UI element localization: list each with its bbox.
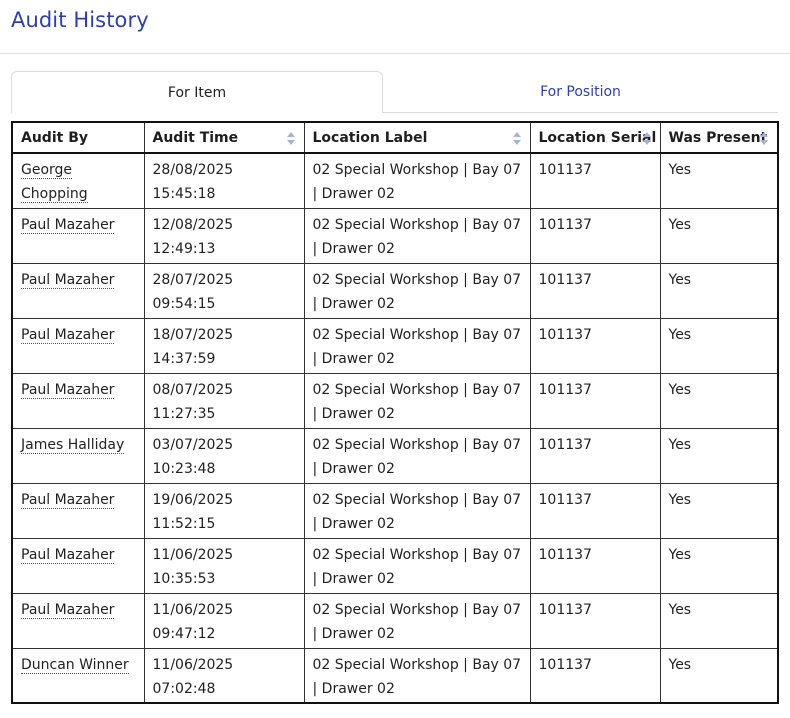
audit-history-table <box>11 121 779 704</box>
cell-location-serial: 101137 <box>530 318 660 373</box>
audit-by-link[interactable]: Paul Mazaher <box>21 381 115 398</box>
cell-location-label: 02 Special Workshop | Bay 07 | Drawer 02 <box>304 373 530 428</box>
column-header-label: Location Serial <box>538 129 657 146</box>
tab-bar <box>11 71 778 113</box>
table-row <box>12 153 778 208</box>
column-header-label: Audit Time <box>152 129 239 146</box>
cell-location-serial: 101137 <box>530 648 660 703</box>
column-header-audit-time[interactable] <box>144 122 304 153</box>
cell-was-present: Yes <box>660 318 778 373</box>
table-row <box>12 538 778 593</box>
cell-location-serial: 101137 <box>530 153 660 208</box>
cell-was-present: Yes <box>660 373 778 428</box>
column-header-label: Audit By <box>21 129 88 146</box>
cell-audit-by <box>12 153 144 208</box>
cell-location-serial: 101137 <box>530 208 660 263</box>
table-row <box>12 483 778 538</box>
cell-audit-by <box>12 428 144 483</box>
cell-was-present: Yes <box>660 263 778 318</box>
cell-audit-by <box>12 593 144 648</box>
audit-by-link[interactable]: Paul Mazaher <box>21 546 115 563</box>
cell-location-label: 02 Special Workshop | Bay 07 | Drawer 02 <box>304 318 530 373</box>
cell-audit-time: 11/06/2025 07:02:48 <box>144 648 304 703</box>
column-header-was-present[interactable] <box>660 122 778 153</box>
audit-by-link[interactable]: Paul Mazaher <box>21 491 115 508</box>
cell-location-serial: 101137 <box>530 373 660 428</box>
column-header-label: Was Present <box>668 129 768 146</box>
cell-location-label: 02 Special Workshop | Bay 07 | Drawer 02 <box>304 208 530 263</box>
cell-audit-by <box>12 263 144 318</box>
cell-location-serial: 101137 <box>530 483 660 538</box>
tab-for-item[interactable]: For Item <box>11 71 383 113</box>
cell-audit-time: 28/08/2025 15:45:18 <box>144 153 304 208</box>
cell-audit-time: 18/07/2025 14:37:59 <box>144 318 304 373</box>
column-header-location-serial[interactable] <box>530 122 660 153</box>
cell-location-serial: 101137 <box>530 428 660 483</box>
cell-was-present: Yes <box>660 428 778 483</box>
cell-audit-time: 03/07/2025 10:23:48 <box>144 428 304 483</box>
audit-by-link[interactable]: Paul Mazaher <box>21 271 115 288</box>
cell-audit-by <box>12 648 144 703</box>
audit-by-link[interactable]: Paul Mazaher <box>21 601 115 618</box>
cell-location-serial: 101137 <box>530 538 660 593</box>
cell-was-present: Yes <box>660 593 778 648</box>
cell-was-present: Yes <box>660 153 778 208</box>
table-row <box>12 208 778 263</box>
page-title: Audit History <box>11 8 149 32</box>
table-body <box>12 153 778 703</box>
cell-audit-by <box>12 373 144 428</box>
sort-icon[interactable] <box>643 132 652 146</box>
cell-location-label: 02 Special Workshop | Bay 07 | Drawer 02 <box>304 538 530 593</box>
audit-by-link[interactable]: James Halliday <box>21 436 125 453</box>
table-row <box>12 373 778 428</box>
cell-was-present: Yes <box>660 648 778 703</box>
audit-by-link[interactable]: Duncan Winner <box>21 656 129 673</box>
cell-location-label: 02 Special Workshop | Bay 07 | Drawer 02 <box>304 428 530 483</box>
column-header-audit-by[interactable] <box>12 122 144 153</box>
tab-for-position[interactable]: For Position <box>383 71 778 113</box>
cell-location-serial: 101137 <box>530 593 660 648</box>
cell-location-label: 02 Special Workshop | Bay 07 | Drawer 02 <box>304 648 530 703</box>
table-row <box>12 318 778 373</box>
cell-location-label: 02 Special Workshop | Bay 07 | Drawer 02 <box>304 153 530 208</box>
cell-location-serial: 101137 <box>530 263 660 318</box>
cell-audit-time: 08/07/2025 11:27:35 <box>144 373 304 428</box>
table-row <box>12 648 778 703</box>
sort-icon[interactable] <box>760 132 769 146</box>
cell-was-present: Yes <box>660 483 778 538</box>
table-row <box>12 263 778 318</box>
cell-audit-by <box>12 208 144 263</box>
cell-audit-by <box>12 318 144 373</box>
audit-table-container <box>11 121 777 704</box>
cell-was-present: Yes <box>660 208 778 263</box>
cell-location-label: 02 Special Workshop | Bay 07 | Drawer 02 <box>304 483 530 538</box>
sort-icon[interactable] <box>287 132 296 146</box>
audit-by-link[interactable]: Paul Mazaher <box>21 326 115 343</box>
table-row <box>12 593 778 648</box>
column-header-label: Location Label <box>312 129 428 146</box>
cell-location-label: 02 Special Workshop | Bay 07 | Drawer 02 <box>304 593 530 648</box>
cell-audit-by <box>12 483 144 538</box>
cell-audit-time: 11/06/2025 10:35:53 <box>144 538 304 593</box>
audit-by-link[interactable]: Paul Mazaher <box>21 216 115 233</box>
table-header-row <box>12 122 778 153</box>
sort-icon[interactable] <box>513 132 522 146</box>
cell-audit-time: 11/06/2025 09:47:12 <box>144 593 304 648</box>
cell-location-label: 02 Special Workshop | Bay 07 | Drawer 02 <box>304 263 530 318</box>
cell-audit-time: 19/06/2025 11:52:15 <box>144 483 304 538</box>
page-header <box>0 0 790 54</box>
cell-audit-time: 28/07/2025 09:54:15 <box>144 263 304 318</box>
audit-by-link[interactable]: George Chopping <box>21 162 88 202</box>
table-row <box>12 428 778 483</box>
column-header-location-label[interactable] <box>304 122 530 153</box>
cell-audit-time: 12/08/2025 12:49:13 <box>144 208 304 263</box>
cell-audit-by <box>12 538 144 593</box>
cell-was-present: Yes <box>660 538 778 593</box>
